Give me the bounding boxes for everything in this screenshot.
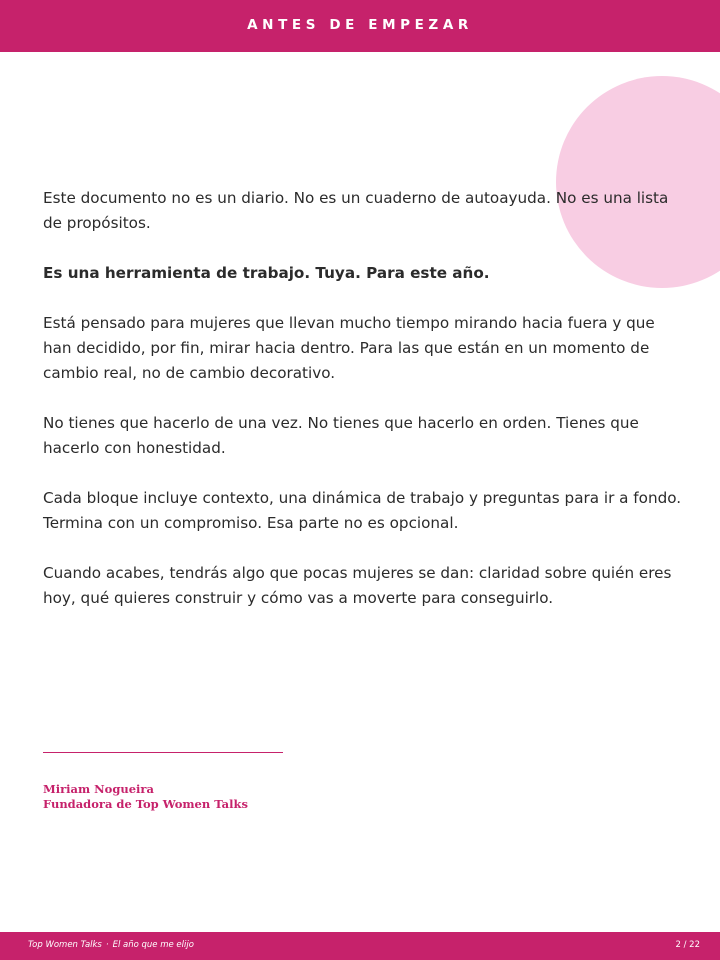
footer-separator: ·	[105, 940, 109, 950]
page-title: ANTES DE EMPEZAR	[247, 17, 473, 33]
footer-brand: Top Women Talks	[28, 940, 102, 950]
body-text	[43, 186, 683, 636]
paragraph: Este documento no es un diario. No es un cuaderno de autoayuda. No es una lista de propósitos.	[43, 189, 669, 232]
paragraph: Cuando acabes, tendrás algo que pocas mujeres se dan: claridad sobre quién eres hoy, qué quieres construir y cómo vas a moverte para conseguirlo.	[43, 564, 672, 607]
page-number: 2 / 22	[675, 940, 700, 950]
footer-bar	[0, 932, 720, 960]
header-bar	[0, 0, 720, 52]
paragraph-bold: Es una herramienta de trabajo. Tuya. Para este año.	[43, 264, 490, 282]
paragraph: Cada bloque incluye contexto, una dinámica de trabajo y preguntas para ir a fondo. Termina con un compromiso. Esa parte no es opcional.	[43, 489, 682, 532]
signature-divider	[43, 752, 283, 753]
paragraph: Está pensado para mujeres que llevan mucho tiempo mirando hacia fuera y que han decidido, por fin, mirar hacia dentro. Para las que están en un momento de cambio real, no de cambio decorativo.	[43, 314, 655, 382]
signature-role: Fundadora de Top Women Talks	[43, 797, 248, 811]
paragraph: No tienes que hacerlo de una vez. No tienes que hacerlo en orden. Tienes que hacerlo con honestidad.	[43, 414, 639, 457]
footer-info	[28, 940, 194, 950]
footer-doc-title: El año que me elijo	[112, 940, 194, 950]
signature-name: Miriam Nogueira	[43, 782, 154, 796]
